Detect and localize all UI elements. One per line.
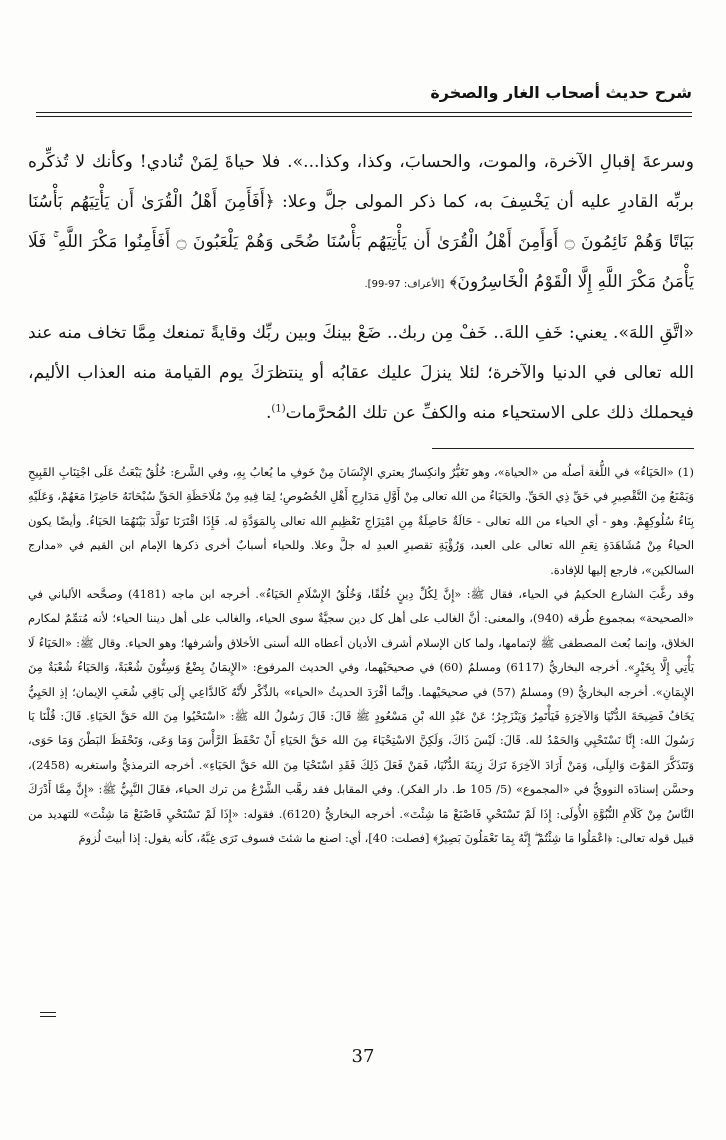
main-paragraph-text: «اتَّقِ اللهَ». يعني: خَفِ اللهَ.. خَفْ مِن ربك.. ضَعْ بينكَ وبين ربِّك وقايةً تمنعك مِمَّا تخاف منه عند الله تعالى في الدنيا والآخرة؛ لئلا ينزلَ عليك عقابُه أو ينتظرَكَ يوم القيامة منه العذاب الأليم، فيحملك ذلك على الاستحياء منه والكفِّ عن تلك المُحرَّمات xyxy=(28,323,694,423)
quran-reference: [الأعراف: 97-99]. xyxy=(364,279,445,290)
running-head: شرح حديث أصحاب الغار والصخرة xyxy=(430,83,692,102)
footnote-paragraph: (1) «الحَيَاءُ» في اللُّغة أصلُه من «الحياة»، وهو تَغَيُّرٌ وانكِسارٌ يعتري الإِنْسَانَ مِنْ خَوفِ ما يُعابُ بِهِ، وفي الشَّرع: خُلُقٌ يَبْعَثُ عَلَى اجْتِنَابِ القَبِيحِ وَيَمْنَعُ مِنَ التَّقْصِيرِ في حَقِّ ذِي الحَقِّ. والحَيَاءُ من الله تعالى مِنْ أَوَّلِ مَدَارِجِ أَهْلِ الخُصُوصِ؛ لِمَا فِيهِ مِنْ مُلَاحَظَةِ الحَقِّ سُبْحَانَهُ حَاضِرًا مَعَهُمْ، وَعَلَيْهِ بِنَاءُ سُلُوكِهِمْ. وهو - أي الحياء من الله تعالى - حَالَةٌ حَاصِلَةٌ مِنِ امْتِزَاجِ تَعْظِيمِ الله تعالى بِالمَوَدَّةِ له. فَإِذَا اقْتَرَنَا تَوَلَّدَ بَيْنَهُمَا الحَيَاءُ. وأيضًا يكون الحياءُ مِنْ مُشَاهَدَةِ نِعَمِ الله تعالى على العبد، وَرُؤْيَةِ تقصيرِ العبدِ له جلَّ وعلا. وللحياء أسبابٌ أخرى ذكرها الإمام ابن القيم في «مدارج السالكين»، فارجع إليها للإفادة. xyxy=(28,465,694,577)
main-paragraph-text: وسرعةَ إقبالِ الآخرة، والموت، والحسابَ، وكذا، وكذا...». فلا حياةَ لِمَنْ تُنادي! وكأنك لا تُذكِّره بربِّه القادرِ عليه أن يَخْسِفَ به، كما ذكر المولى جلَّ وعلا: ﴿أَفَأَمِنَ أَهْلُ الْقُرَىٰ أَن يَأْتِيَهُم بَأْسُنَا بَيَاتًا وَهُمْ نَائِمُونَ ۝ أَوَأَمِنَ أَهْلُ الْقُرَىٰ أَن يَأْتِيَهُم بَأْسُنَا ضُحًى وَهُمْ يَلْعَبُونَ ۝ أَفَأَمِنُوا مَكْرَ اللَّهِ ۚ فَلَا يَأْمَنُ مَكْرَ اللَّهِ إِلَّا الْقَوْمُ الْخَاسِرُونَ﴾ xyxy=(28,152,694,292)
main-text xyxy=(28,142,694,433)
footnote-marker[interactable]: (1) xyxy=(271,403,286,415)
main-paragraph xyxy=(28,142,694,305)
footnote-paragraph: وقد رغَّبَ الشارع الحكيمُ في الحياء، فقال ﷺ: «إِنَّ لِكُلِّ دِينٍ خُلُقًا، وَخُلُقُ الإِسْلَامِ الحَيَاءُ». أخرجه ابن ماجه (4181) وصحَّحه الألباني في «الصحيحة» بمجموع طُرقه (940)، والمعنى: أنَّ الغالب على أهل كل دين سجيَّةٌ سوى الحياء، والغالب على أهل ديننا الحياء؛ لأنه مُتمِّمٌ لمكارم الخلاق، وإنما بُعث المصطفى ﷺ لإتمامها، ولما كان الإسلام أشرف الأديان أعطاه الله أسنى الأخلاق وأشرفها؛ وهو الحياء. وقال ﷺ: «الحَيَاءُ لَا يَأْتِي إِلَّا بِخَيْرٍ». أخرجه البخاريُّ (6117) ومسلمٌ (60) في صحيحَيْهما، وفي الحديث المرفوع: «الإِيمَانُ بِضْعٌ وَسِتُّونَ شُعْبَةً، وَالحَيَاءُ شُعْبَةٌ مِنَ الإِيمَانِ». أخرجه البخاريُّ (9) ومسلمٌ (57) في صحيحَيْهما. وإنَّما أفْرَدَ الحديثُ «الحياء» بالذِّكْر لأَنَّهُ كَالدَّاعِي إِلَى بَاقِي شُعَبِ الإيمان؛ إذِ الحَيِيُّ يَخَافُ فَضِيحَةَ الدُّنْيَا وَالآخِرَةِ فَيَأْتَمِرُ وَيَنْزَجِرُ؛ عَنْ عَبْدِ الله بْنِ مَسْعُودٍ ﷺ قَالَ: قَالَ رَسُولُ الله ﷺ: «اسْتَحْيُوا مِنَ الله حَقَّ الحَيَاءِ. قَالَ: قُلْنَا يَا رَسُولَ الله: إِنَّا نَسْتَحْيِي وَالحَمْدُ لله. قَالَ: لَيْسَ ذَاكَ، وَلَكِنَّ الاسْتِحْيَاءَ مِنَ الله حَقَّ الحَيَاءِ أَنْ تَحْفَظَ الرَّأْسَ وَمَا وَعَى، وَتَحْفَظَ البَطْنَ وَمَا حَوَى، وَتَتَذَكَّرَ المَوْتَ وَالبِلَى، وَمَنْ أَرَادَ الآخِرَةَ تَرَكَ زِينَةَ الدُّنْيَا، فَمَنْ فَعَلَ ذَلِكَ فَقَدِ اسْتَحْيَا مِنَ الله حَقَّ الحَيَاءِ». أخرجه الترمذيُّ واستغربه (2458)، وحسَّن إسنادَه النوويُّ في «المجموع» (5/ 105 ط. دار الفكر). وفي المقابل فقد رهَّب الشَّرْعُ من ترك الحياء، فقَالَ النَّبِيُّ ﷺ: «إِنَّ مِمَّا أَدْرَكَ النَّاسُ مِنْ كَلَامِ النُّبُوَّةِ الأُولَى: إِذَا لَمْ تَسْتَحْيِ فَاصْنَعْ مَا شِئْتَ». أخرجه البخاريُّ (6120). فقوله: «إِذَا لَمْ تَسْتَحْيِ فَاصْنَعْ مَا شِئْتَ» للتهديد من قبيل قوله تعالى: ﴿اعْمَلُوا مَا شِئْتُمْ ۖ إِنَّهُ بِمَا تَعْمَلُونَ بَصِيرٌ﴾ [فصلت: 40]، أي: اصنع ما شئتَ فسوف تَرَى غِبَّهُ، كأنه يقول: إذا أبيتَ لُزومَ xyxy=(28,587,695,846)
header-rule-thin xyxy=(36,116,692,117)
page-number: 37 xyxy=(351,1046,375,1067)
header-rule-thick xyxy=(36,112,692,113)
footnote-separator xyxy=(432,448,694,449)
footnotes xyxy=(28,460,694,851)
sentence-end: . xyxy=(265,403,272,423)
main-paragraph xyxy=(28,313,694,433)
continuation-mark xyxy=(40,1012,56,1017)
